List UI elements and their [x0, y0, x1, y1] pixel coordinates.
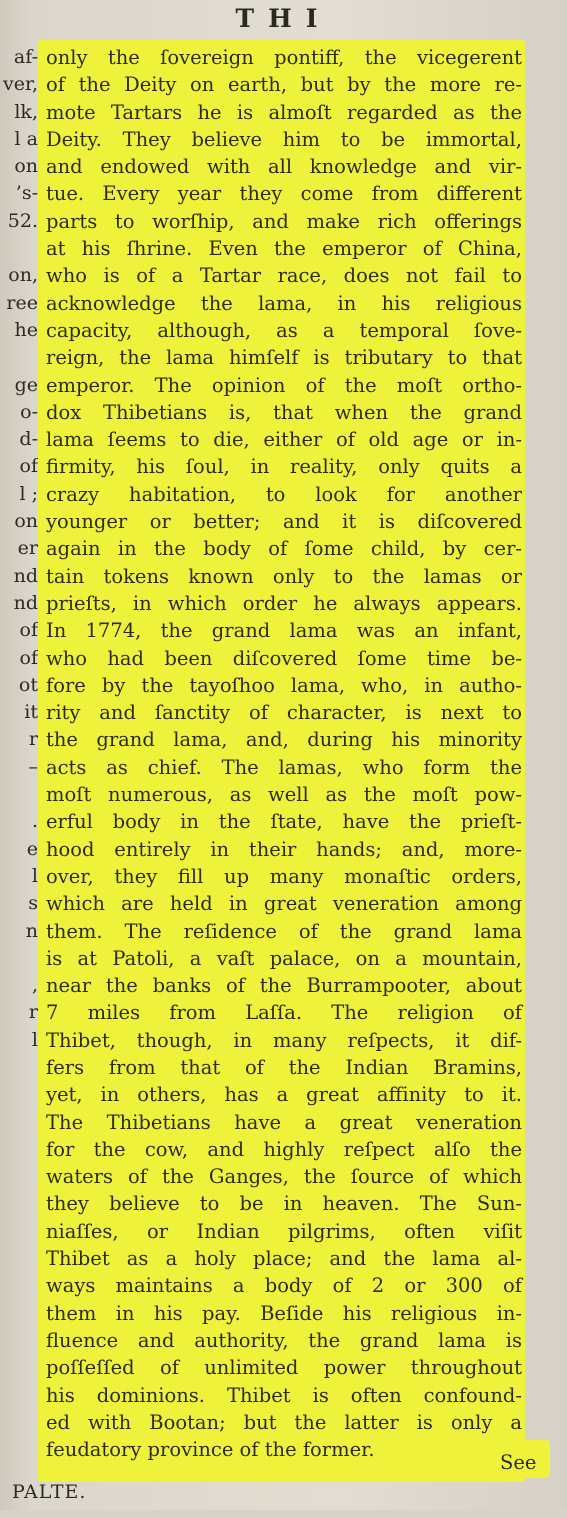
fragment-line — [0, 1218, 40, 1245]
text-line: dox Thibetians is, that when the grand — [46, 400, 522, 424]
fragment-line: on, — [8, 264, 38, 287]
fragment-line: s — [28, 892, 38, 915]
text-line: acknowledge the lama, in his religious — [46, 291, 522, 315]
cross-reference: PALTE. — [12, 1481, 87, 1503]
fragment-line: ge — [14, 373, 38, 396]
text-line: yet, in others, has a great affinity to it. — [46, 1083, 522, 1107]
text-line: fore by the tayoſhoo lama, who, in autho- — [46, 673, 522, 697]
fragment-line: nd — [13, 591, 38, 614]
text-line: Deity. They believe him to be immortal, — [46, 127, 522, 151]
text-line: emperor. The opinion of the moſt ortho- — [46, 373, 522, 397]
fragment-line — [0, 781, 40, 808]
text-line: mote Tartars he is almoſt regarded as the — [46, 100, 522, 124]
fragment-line: l ; — [19, 482, 38, 505]
fragment-line: of — [19, 619, 38, 642]
fragment-line: l — [31, 1028, 38, 1051]
fragment-line: e — [26, 837, 38, 860]
fragment-line: ot — [18, 673, 38, 696]
fragment-line: of — [19, 646, 38, 669]
text-line: firmity, his ſoul, in reality, only quits a — [46, 455, 522, 479]
text-line: for the cow, and highly reſpect alſo the — [46, 1137, 522, 1161]
fragment-line — [0, 1136, 40, 1163]
text-line: ed with Bootan; but the latter is only a — [46, 1410, 522, 1434]
fragment-line: l — [31, 864, 38, 887]
text-line: fers from that of the Indian Bramins, — [46, 1055, 522, 1079]
fragment-line: – — [28, 755, 38, 778]
fragment-line: o- — [20, 400, 38, 423]
fragment-line: it — [24, 701, 38, 724]
text-line: ways maintains a body of 2 or 300 of — [46, 1274, 522, 1298]
text-line: niaſſes, or Indian pilgrims, often viſit — [46, 1219, 522, 1243]
fragment-line — [0, 1300, 40, 1327]
fragment-line — [0, 1327, 40, 1354]
text-line: his dominions. Thibet is often confound- — [46, 1383, 522, 1407]
fragment-line — [0, 1163, 40, 1190]
text-line: crazy habitation, to look for another — [46, 482, 522, 506]
text-line: is at Patoli, a vaſt palace, on a mountain, — [46, 946, 522, 970]
fragment-line: af- — [13, 46, 38, 68]
text-line: them in his pay. Beſide his religious in- — [46, 1301, 522, 1325]
adjacent-column-fragments — [0, 44, 40, 1518]
fragment-line — [0, 1409, 40, 1436]
text-line: erful body in the ſtate, have the prieſt- — [46, 810, 522, 834]
text-line: lama ſeems to die, either of old age or in- — [46, 428, 522, 452]
fragment-line: l a — [14, 127, 38, 150]
text-line: parts to worſhip, and make rich offerings — [46, 209, 522, 233]
fragment-line: r — [28, 1001, 38, 1024]
fragment-line: n — [25, 919, 38, 942]
text-line: and endowed with all knowledge and vir- — [46, 155, 522, 179]
text-line: again in the body of ſome child, by cer- — [46, 537, 522, 561]
fragment-line — [0, 235, 40, 262]
fragment-line — [0, 1081, 40, 1108]
see-reference-word: See — [500, 1451, 537, 1474]
fragment-line — [0, 1109, 40, 1136]
text-line: they believe to be in heaven. The Sun- — [46, 1192, 522, 1216]
text-line: of the Deity on earth, but by the more re- — [46, 73, 522, 97]
fragment-line: ’s- — [15, 182, 38, 205]
fragment-line — [0, 1354, 40, 1381]
text-line: waters of the Ganges, the ſource of which — [46, 1165, 522, 1189]
text-line: Thibet, though, in many reſpects, it dif- — [46, 1028, 522, 1052]
running-head: THI — [235, 4, 332, 33]
main-text-column — [46, 44, 522, 1463]
fragment-line: of — [19, 455, 38, 478]
fragment-line: r — [28, 728, 38, 751]
fragment-line: he — [14, 318, 38, 341]
fragment-line: on — [14, 155, 38, 178]
fragment-line — [0, 945, 40, 972]
text-line: at his ſhrine. Even the emperor of China, — [46, 237, 522, 261]
text-line: younger or better; and it is diſcovered — [46, 510, 522, 534]
fragment-line: lk, — [14, 100, 38, 123]
fragment-line — [0, 1190, 40, 1217]
fragment-line — [0, 1054, 40, 1081]
text-line: feudatory province of the former. — [46, 1438, 375, 1462]
fragment-line — [0, 1436, 40, 1463]
text-line: the grand lama, and, during his minority — [46, 728, 522, 752]
text-line: reign, the lama himſelf is tributary to that — [46, 346, 522, 370]
text-line: moſt numerous, as well as the moſt pow- — [46, 783, 522, 807]
text-line: The Thibetians have a great veneration — [46, 1110, 522, 1134]
fragment-line: 52. — [7, 209, 38, 232]
fragment-line — [0, 344, 40, 371]
fragment-line: d- — [19, 428, 38, 451]
text-line: who had been diſcovered ſome time be- — [46, 646, 522, 670]
fragment-line: ree — [6, 291, 38, 314]
fragment-line: nd — [13, 564, 38, 587]
text-line: only the ſovereign pontiff, the vicegerent — [46, 46, 522, 69]
text-line: capacity, although, as a temporal ſove- — [46, 318, 522, 342]
text-line: them. The reſidence of the grand lama — [46, 919, 522, 943]
fragment-line — [0, 1245, 40, 1272]
fragment-line — [0, 1382, 40, 1409]
fragment-line: er — [17, 537, 38, 560]
fragment-line: . — [31, 810, 38, 833]
text-line: In 1774, the grand lama was an infant, — [46, 619, 522, 643]
text-line: over, they fill up many monaſtic orders, — [46, 864, 522, 888]
text-line: near the banks of the Burrampooter, about — [46, 974, 522, 998]
text-line: Thibet as a holy place; and the lama al- — [46, 1247, 522, 1271]
text-line: hood entirely in their hands; and, more- — [46, 837, 522, 861]
text-line: rity and ſanctity of character, is next to — [46, 701, 522, 725]
text-line: fluence and authority, the grand lama is — [46, 1328, 522, 1352]
text-line: poſſeſſed of unlimited power throughout — [46, 1356, 522, 1380]
fragment-line: ver, — [2, 73, 38, 96]
text-line: 7 miles from Laſſa. The religion of — [46, 1001, 522, 1025]
fragment-line — [0, 1272, 40, 1299]
text-line: tain tokens known only to the lamas or — [46, 564, 522, 588]
fragment-line: on — [14, 510, 38, 533]
text-line: prieſts, in which order he always appears. — [46, 591, 522, 615]
fragment-line: , — [31, 974, 38, 997]
text-line: tue. Every year they come from different — [46, 182, 522, 206]
text-line: acts as chief. The lamas, who form the — [46, 755, 522, 779]
text-line: who is of a Tartar race, does not fail to — [46, 264, 522, 288]
text-line: which are held in great veneration among — [46, 892, 522, 916]
